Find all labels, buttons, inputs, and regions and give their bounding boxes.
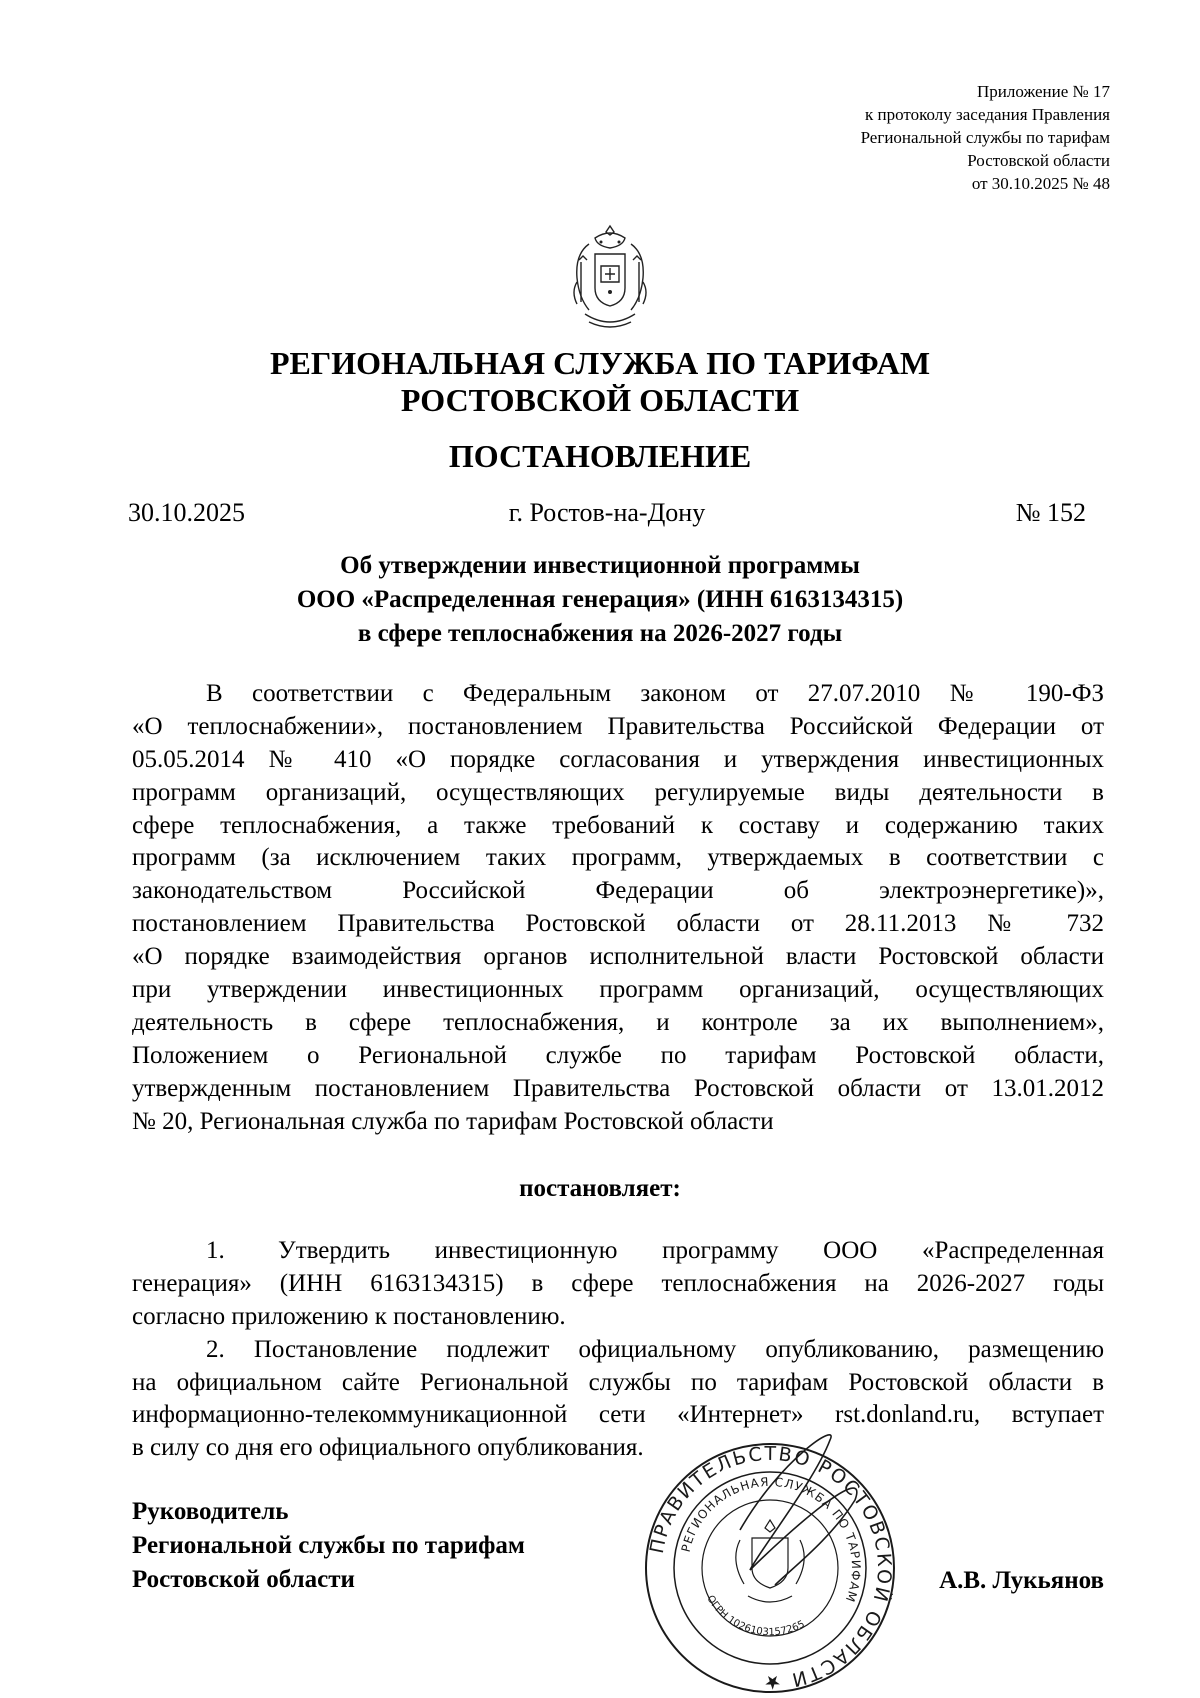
signatory-title-line: Региональной службы по тарифам	[132, 1532, 525, 1559]
item-2-line: информационно-телекоммуникационной сети «Интернет» rst.donland.ru, вступает	[132, 1401, 1104, 1429]
item-2-line: в силу со дня его официального опубликования.	[132, 1434, 644, 1462]
subject-line: в сфере теплоснабжения на 2026-2027 годы	[357, 620, 843, 647]
preamble-line: постановлением Правительства Ростовской области от 28.11.2013 № 732	[132, 910, 1104, 938]
preamble-line: программ (за исключением таких программ, утверждаемых в соответствии с	[132, 844, 1104, 872]
preamble-line: «О порядке взаимодействия органов исполнительной власти Ростовской области	[132, 943, 1104, 971]
official-seal-stamp	[640, 1420, 900, 1698]
organization-name-line1: РЕГИОНАЛЬНАЯ СЛУЖБА ПО ТАРИФАМ	[269, 345, 931, 381]
preamble-line: сфере теплоснабжения, а также требований к составу и содержанию таких	[132, 811, 1104, 839]
preamble-line: программ организаций, осуществляющих регулируемые виды деятельности в	[132, 778, 1104, 806]
coat-of-arms-emblem	[565, 222, 655, 334]
signatory-title-line: Ростовской области	[132, 1566, 355, 1593]
attachment-line: Ростовской области	[967, 151, 1110, 170]
item-1-line	[132, 1235, 1104, 1268]
svg-text:ПРАВИТЕЛЬСТВО РОСТОВСКОЙ ОБЛАС: ПРАВИТЕЛЬСТВО РОСТОВСКОЙ ОБЛАСТИ ★	[645, 1442, 896, 1694]
document-number: № 152	[1015, 498, 1086, 527]
item-1-line: согласно приложению к постановлению.	[132, 1302, 566, 1330]
item-1-line: генерация» (ИНН 6163134315) в сфере теплоснабжения на 2026-2027 годы	[132, 1269, 1104, 1297]
preamble-line: Положением о Региональной службе по тарифам Ростовской области,	[132, 1041, 1104, 1069]
preamble-line: «О теплоснабжении», постановлением Правительства Российской Федерации от	[132, 712, 1104, 740]
item-1-number: 1.	[206, 1237, 225, 1264]
preamble-paragraph	[132, 678, 1104, 1138]
preamble-line: № 20, Региональная служба по тарифам Ростовской области	[132, 1107, 774, 1135]
attachment-line: Приложение № 17	[977, 82, 1110, 101]
attachment-line: от 30.10.2025 № 48	[971, 174, 1110, 193]
item-1-text: Утвердить инвестиционную программу ООО «Распределенная	[278, 1237, 1104, 1264]
date-place-number-line	[128, 497, 1086, 531]
resolution-items	[132, 1235, 1104, 1465]
preamble-line: деятельность в сфере теплоснабжения, и контроле за их выполнением»,	[132, 1008, 1104, 1036]
preamble-line: при утверждении инвестиционных программ организаций, осуществляющих	[132, 976, 1104, 1004]
attachment-note	[590, 80, 1110, 195]
signatory-name: А.В. Лукьянов	[939, 1567, 1104, 1594]
svg-text:ОГРН 1026103157265: ОГРН 1026103157265	[704, 1593, 807, 1639]
item-2-line: 2. Постановление подлежит официальному опубликованию, размещению	[206, 1335, 1104, 1363]
attachment-line: к протоколу заседания Правления	[865, 105, 1110, 124]
signatory-title-line: Руководитель	[132, 1498, 289, 1525]
document-type-title: ПОСТАНОВЛЕНИЕ	[448, 438, 752, 474]
organization-name-line2: РОСТОВСКОЙ ОБЛАСТИ	[400, 382, 800, 418]
preamble-line: утвержденным постановлением Правительства Ростовской области от 13.01.2012	[132, 1074, 1104, 1102]
resolves-heading: постановляет:	[519, 1175, 681, 1202]
document-subject	[200, 549, 1000, 651]
signatory-title	[132, 1495, 525, 1597]
attachment-line: Региональной службы по тарифам	[860, 128, 1110, 147]
subject-line: ООО «Распределенная генерация» (ИНН 6163134315)	[296, 586, 904, 613]
document-date: 30.10.2025	[128, 498, 245, 527]
preamble-line: 05.05.2014 № 410 «О порядке согласования и утверждения инвестиционных	[132, 745, 1104, 773]
preamble-line: В соответствии с Федеральным законом от 27.07.2010 № 190-ФЗ	[206, 680, 1104, 707]
svg-text:РЕГИОНАЛЬНАЯ СЛУЖБА ПО ТАРИФАМ: РЕГИОНАЛЬНАЯ СЛУЖБА ПО ТАРИФАМ	[678, 1474, 864, 1605]
item-2-line: на официальном сайте Региональной службы по тарифам Ростовской области в	[132, 1368, 1104, 1396]
preamble-line: законодательством Российской Федерации об электроэнергетике)»,	[132, 877, 1104, 905]
city: г. Ростов-на-Дону	[508, 498, 706, 527]
subject-line: Об утверждении инвестиционной программы	[340, 552, 860, 579]
